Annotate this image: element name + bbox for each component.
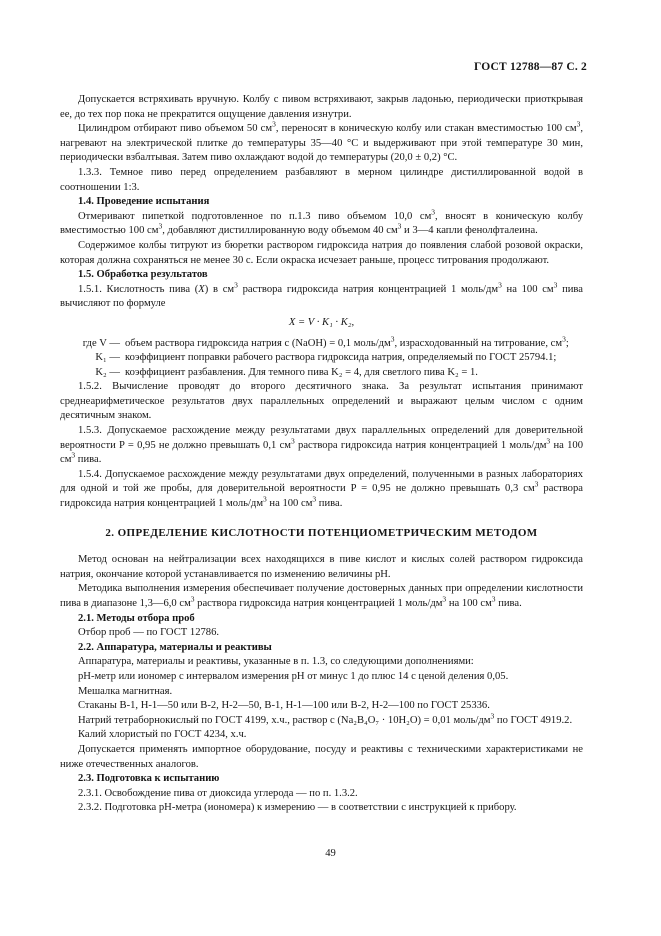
paragraph: 1.5.1. Кислотность пива (X) в $см^3$ раствора гидроксида натрия концентрацией 1 моль/$дм^3$ на 100 $см^3$ пива вычисляют по формуле: [60, 280, 583, 310]
paragraph: 1.5.3. Допускаемое расхождение между результатами двух параллельных определений для доверительной вероятности P = 0,95 не должно превышать 0,1 $см^3$ раствора гидроксида натрия концентрацией 1 моль/$дм^3$ на 100 $см^3$ пива.: [60, 425, 583, 466]
paragraph: 2.3.2. Подготовка pH-метра (иономера) к измерению — в соответствии с инструкцией к прибору.: [78, 802, 517, 814]
definition-item: [60, 351, 583, 366]
paragraph: 1.3.3. Темное пиво перед определением разбавляют в мерном цилиндре дистиллированной водой в соотношении 1:3.: [60, 166, 583, 193]
paragraph: Отбор проб — по ГОСТ 12786.: [78, 627, 220, 639]
subsection-heading: 2.2. Аппаратура, материалы и реактивы: [78, 641, 272, 653]
paragraph: Методика выполнения измерения обеспечивает получение достоверных данных при определении кислотности пива в диапазоне 1,3—6,0 $см^3$ раствора гидроксида натрия концентрацией 1 моль/$дм^3$ на 100 $см^3$ пива.: [60, 583, 583, 609]
paragraph: 2.3.1. Освобождение пива от диоксида углерода — по п. 1.3.2.: [78, 787, 358, 799]
definition-label: K₁ —: [95, 352, 120, 364]
formula: X = V · K₁ · K₂,: [288, 316, 355, 328]
paragraph: Допускается встряхивать вручную. Колбу с пивом встряхивают, закрыв ладонью, периодически приоткрывая ее, до тех пор пока не прекратится ощущение давления изнутри.: [60, 94, 583, 120]
definition-text: объем раствора гидроксида натрия c (NaOH) = 0,1 моль/$дм^3$, израсходованный на титрование, $см^3$;: [125, 333, 569, 349]
subsection-heading: 1.5. Обработка результатов: [78, 269, 208, 281]
paragraph: Метод основан на нейтрализации всех находящихся в пиве кислот и кислых солей раствором гидроксида натрия, окончание которой устанавливается по изменению величины pH.: [60, 554, 583, 580]
definition-text: коэффициент разбавления. Для темного пива K₂ = 4, для светлого пива K₂ = 1.: [125, 366, 478, 378]
paragraph: Мешалка магнитная.: [78, 685, 173, 697]
paragraph: Цилиндром отбирают пиво объемом 50 $см^3$, переносят в коническую колбу или стакан вместимостью 100 $см^3$, нагревают на электрической плитке до температуры 35—40 °С и выдерживают при этой температуре 30 мин, периодически взбалтывая. Затем пиво охлаждают водой до температуры (20,0 ± 0,2) °С.: [60, 119, 583, 164]
paragraph: Аппаратура, материалы и реактивы, указанные в п. 1.3, со следующими дополнениями:: [78, 656, 474, 668]
definition-item: [60, 366, 583, 381]
definition-item: [60, 333, 583, 352]
page-number: 49: [325, 848, 336, 859]
definition-label: где V —: [82, 337, 120, 349]
document-body: [60, 93, 583, 816]
subsection-heading: 1.4. Проведение испытания: [78, 196, 210, 208]
paragraph: 1.5.4. Допускаемое расхождение между результатами двух определений, полученными в разных лабораториях для одной и той же пробы, для доверительной вероятности P = 0,95 не должно превышать 0,3 $см^3$ раствора гидроксида натрия концентрацией 1 моль/$дм^3$ на 100 $см^3$ пива.: [60, 468, 583, 510]
section-heading: 2. ОПРЕДЕЛЕНИЕ КИСЛОТНОСТИ ПОТЕНЦИОМЕТРИЧЕСКИМ МЕТОДОМ: [105, 526, 538, 539]
definition-label: K₂ —: [95, 366, 120, 378]
paragraph: pH-метр или иономер с интервалом измерения pH от минус 1 до плюс 14 с ценой деления 0,05.: [78, 670, 509, 682]
paragraph: Допускается применять импортное оборудование, посуду и реактивы с техническими характеристиками не ниже отечественных аналогов.: [60, 743, 583, 770]
paragraph: Калий хлористый по ГОСТ 4234, х.ч.: [78, 729, 247, 741]
paragraph: Натрий тетраборнокислый по ГОСТ 4199, х.ч., раствор c (Na₂B₄O₇ · 10H₂O) = 0,01 моль/$дм^3$ по ГОСТ 4919.2.: [78, 711, 573, 726]
paragraph: Стаканы В-1, Н-1—50 или В-2, Н-2—50, В-1, Н-1—100 или В-2, Н-2—100 по ГОСТ 25336.: [78, 700, 490, 712]
subsection-heading: 2.3. Подготовка к испытанию: [78, 773, 220, 785]
paragraph: Отмеривают пипеткой подготовленное по п.1.3 пиво объемом 10,0 $см^3$, вносят в коническую колбу вместимостью 100 $см^3$, добавляют дистиллированную воду объемом 40 $см^3$ и 3—4 капли фенолфталеина.: [60, 207, 584, 237]
paragraph: Содержимое колбы титруют из бюретки раствором гидроксида натрия до появления слабой розовой окраски, которая должна сохраняться не менее 30 с. Если окраска исчезает раньше, процесс титрования продолжают.: [60, 239, 583, 266]
page-header: ГОСТ 12788—87 С. 2: [474, 61, 587, 73]
definition-text: коэффициент поправки рабочего раствора гидроксида натрия, определяемый по ГОСТ 25794.1;: [125, 352, 557, 364]
paragraph: 1.5.2. Вычисление проводят до второго десятичного знака. За результат испытания принимают среднеарифметическое результатов двух параллельных определений и выражают целым числом с одним десятичным знаком.: [60, 381, 583, 422]
subsection-heading: 2.1. Методы отбора проб: [78, 612, 195, 624]
